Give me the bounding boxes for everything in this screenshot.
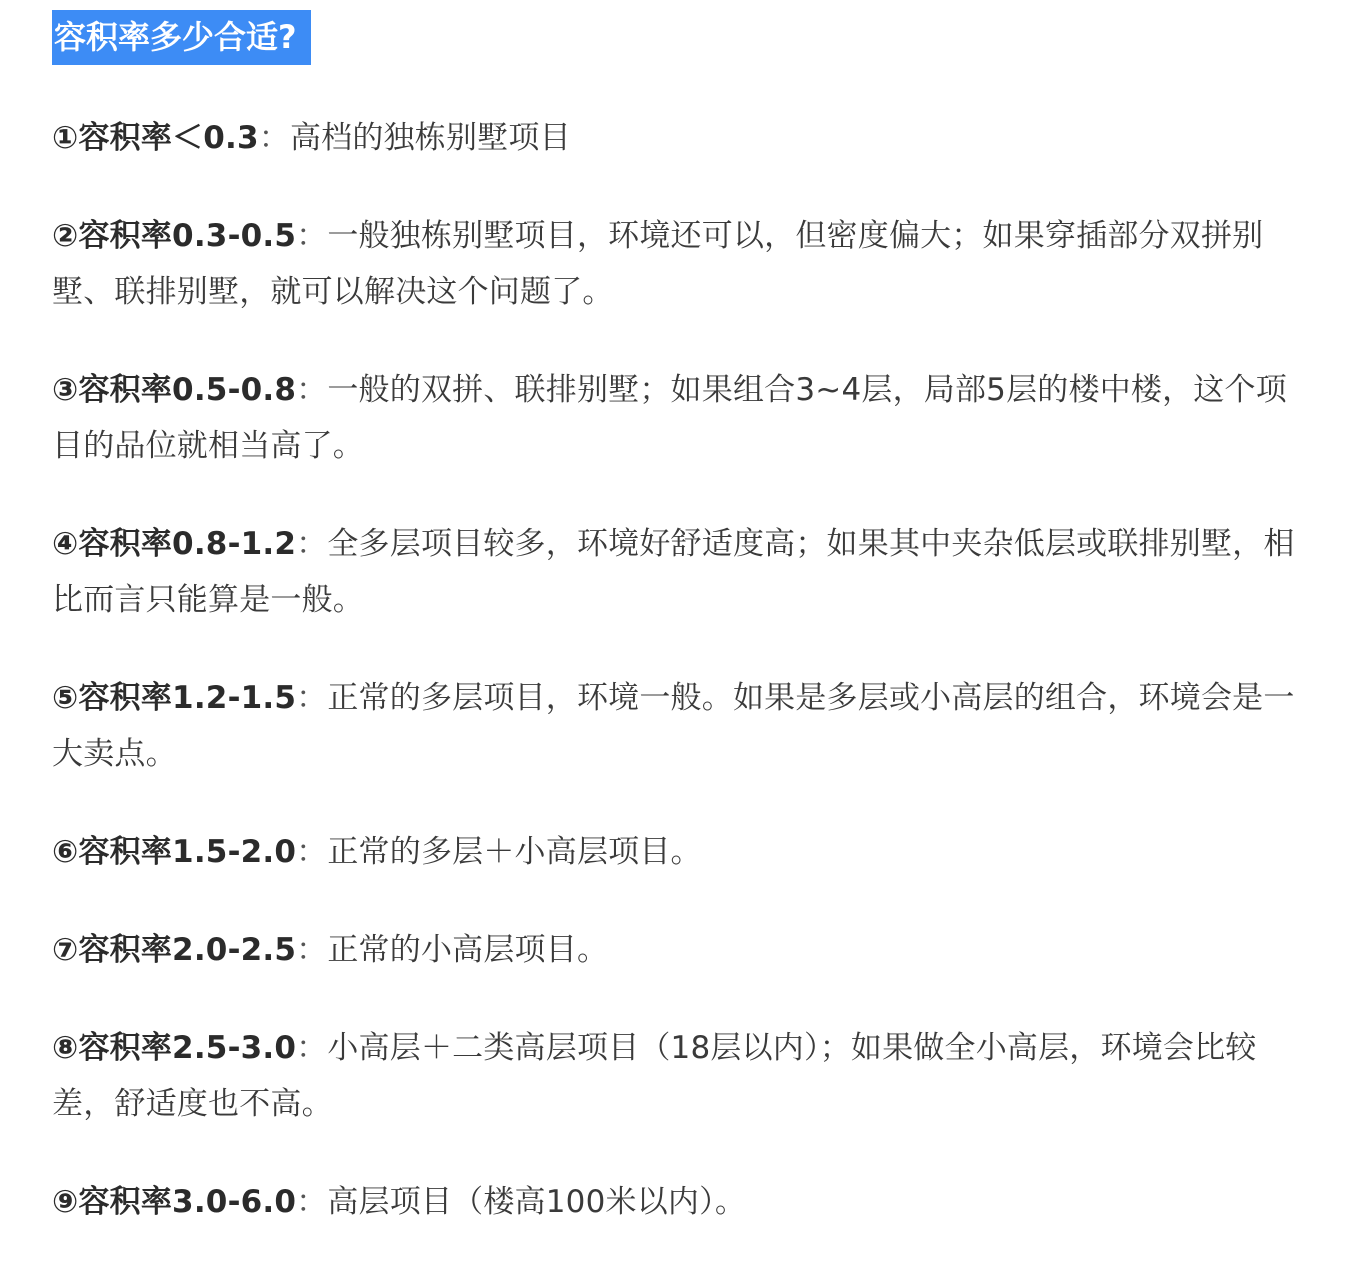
section-heading: 容积率多少合适? <box>52 10 311 65</box>
item-text: 正常的多层＋小高层项目。 <box>327 834 702 870</box>
list-item <box>52 1174 1302 1230</box>
item-separator: ： <box>258 120 290 156</box>
item-separator: ： <box>296 932 328 968</box>
item-lead: ⑨容积率3.0-6.0 <box>52 1184 297 1220</box>
item-separator: ： <box>296 1030 328 1066</box>
list-item <box>52 362 1302 474</box>
item-lead: ⑤容积率1.2-1.5 <box>52 680 297 716</box>
item-separator: ： <box>296 1184 328 1220</box>
far-guideline-list <box>52 110 1302 1272</box>
item-lead: ⑦容积率2.0-2.5 <box>52 932 297 968</box>
item-lead: ⑧容积率2.5-3.0 <box>52 1030 297 1066</box>
list-item <box>52 824 1302 880</box>
item-lead: ④容积率0.8-1.2 <box>52 526 297 562</box>
item-separator: ： <box>296 526 328 562</box>
item-text: 一般独栋别墅项目，环境还可以，但密度偏大；如果穿插部分双拼别墅、联排别墅，就可以解决这个问题了。 <box>52 218 1264 310</box>
item-lead: ⑥容积率1.5-2.0 <box>52 834 297 870</box>
item-separator: ： <box>296 680 328 716</box>
item-lead: ③容积率0.5-0.8 <box>52 372 297 408</box>
item-text: 正常的多层项目，环境一般。如果是多层或小高层的组合，环境会是一大卖点。 <box>52 680 1295 772</box>
list-item <box>52 516 1302 628</box>
item-text: 高层项目（楼高100米以内）。 <box>327 1184 747 1220</box>
item-text: 一般的双拼、联排别墅；如果组合3~4层，局部5层的楼中楼，这个项目的品位就相当高了。 <box>52 372 1287 464</box>
list-item <box>52 1020 1302 1132</box>
list-item <box>52 208 1302 320</box>
item-text: 小高层＋二类高层项目（18层以内）；如果做全小高层，环境会比较差，舒适度也不高。 <box>52 1030 1257 1122</box>
item-separator: ： <box>296 834 328 870</box>
item-separator: ： <box>296 218 328 254</box>
item-separator: ： <box>296 372 328 408</box>
item-lead: ①容积率＜0.3 <box>52 120 259 156</box>
list-item <box>52 670 1302 782</box>
list-item <box>52 110 1302 166</box>
item-text: 正常的小高层项目。 <box>327 932 609 968</box>
list-item <box>52 922 1302 978</box>
item-lead: ②容积率0.3-0.5 <box>52 218 297 254</box>
item-text: 高档的独栋别墅项目 <box>289 120 571 156</box>
item-text: 全多层项目较多，环境好舒适度高；如果其中夹杂低层或联排别墅，相比而言只能算是一般。 <box>52 526 1295 618</box>
